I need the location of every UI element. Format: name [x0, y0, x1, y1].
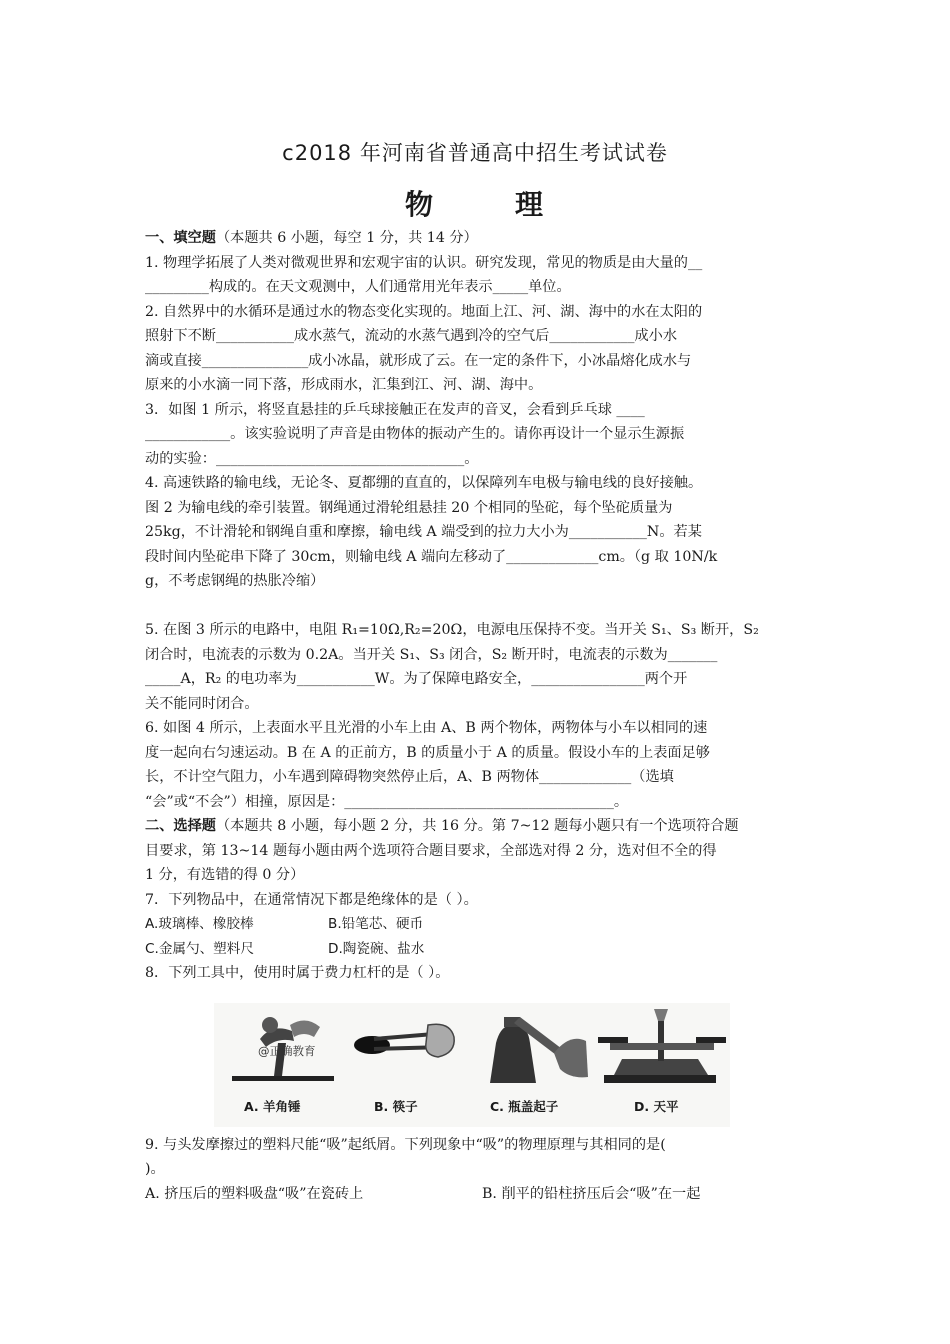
question-7-options-row	[145, 937, 810, 962]
question-7-stem: 7．下列物品中，在通常情况下都是绝缘体的是（ ）。	[145, 891, 478, 908]
option-a: A. 挤压后的塑料吸盘“吸”在瓷砖上	[145, 1185, 364, 1202]
subject-char-2: 理	[515, 188, 546, 221]
question-4-line: 图 2 为输电线的牵引装置。钢绳通过滑轮组悬挂 20 个相同的坠砣，每个坠砣质量为	[145, 499, 673, 516]
exam-title: c2018 年河南省普通高中招生考试试卷	[282, 141, 668, 165]
section-2-note: 目要求，第 13~14 题每小题由两个选项符合题目要求，全部选对得 2 分，选对但不全的得	[145, 842, 717, 859]
question-5-line: _____A，R₂ 的电功率为___________W。为了保障电路安全，________________两个开	[145, 671, 688, 687]
question-1-line: _________构成的。在天文观测中，人们通常用光年表示_____单位。	[145, 279, 571, 295]
option-d: D.陶瓷碗、盐水	[328, 940, 425, 957]
question-5-line: 闭合时，电流表的示数为 0.2A。当开关 S₁、S₃ 闭合，S₂ 断开时，电流表的示数为_______	[145, 646, 718, 663]
option-c: C.金属勺、塑料尺	[145, 940, 254, 957]
question-6-line: 6. 如图 4 所示，上表面水平且光滑的小车上由 A、B 两个物体，两物体与小车以相同的速	[145, 720, 708, 736]
figure-watermark: @正确教育	[258, 1044, 316, 1058]
question-4-line: 25kg，不计滑轮和钢绳自重和摩擦，输电线 A 端受到的拉力大小为___________N。若某	[145, 524, 702, 540]
subject-char-1: 物	[404, 188, 435, 221]
question-6-line: “会”或“不会”）相撞，原因是：______________________________________。	[145, 793, 629, 810]
option-a: A.玻璃棒、橡胶棒	[145, 916, 254, 932]
question-8-stem: 8．下列工具中，使用时属于费力杠杆的是（ ）。	[145, 965, 450, 981]
question-2-line: 原来的小水滴一同下落，形成雨水，汇集到江、河、湖、海中。	[145, 377, 543, 393]
subject-heading	[0, 183, 950, 223]
figure-label-d: D. 天平	[634, 1099, 679, 1114]
question-2-line: 照射下不断___________成水蒸气，流动的水蒸气遇到冷的空气后____________成小水	[145, 328, 678, 344]
option-b: B. 削平的铅柱挤压后会“吸”在一起	[482, 1185, 701, 1202]
question-9-stem: )。	[145, 1161, 165, 1177]
question-1-line: 1. 物理学拓展了人类对微观世界和宏观宇宙的认识。研究发现，常见的物质是由大量的__	[145, 254, 703, 271]
question-2-line: 2. 自然界中的水循环是通过水的物态变化实现的。地面上江、河、湖、海中的水在太阳的	[145, 303, 703, 320]
question-6-line: 长，不计空气阻力，小车遇到障碍物突然停止后，A、B 两物体_____________（选填	[145, 769, 674, 785]
question-4-line: 段时间内坠砣串下降了 30cm，则输电线 A 端向左移动了_____________cm。（g 取 10N/k	[145, 548, 718, 565]
figure-label-a: A. 羊角锤	[244, 1099, 301, 1114]
figure-label-c: C. 瓶盖起子	[490, 1099, 559, 1114]
question-3-line: 3．如图 1 所示，将竖直悬挂的乒乓球接触正在发声的音叉，会看到乒乓球 ____	[145, 401, 645, 418]
question-7-options-row	[145, 912, 810, 937]
question-4-line: g，不考虑钢绳的热胀冷缩）	[145, 573, 325, 589]
question-9-stem: 9. 与头发摩擦过的塑料尺能“吸”起纸屑。下列现象中“吸”的物理原理与其相同的是(	[145, 1136, 666, 1153]
figure-label-b: B. 筷子	[374, 1099, 418, 1114]
question-3-line: ____________。该实验说明了声音是由物体的振动产生的。请你再设计一个显示生源振	[145, 426, 685, 442]
question-3-line: 动的实验：___________________________________。	[145, 450, 479, 467]
section-2-note: 1 分，有选错的得 0 分）	[145, 867, 305, 883]
question-5-line: 关不能同时闭合。	[145, 695, 259, 712]
option-b: B.铅笔芯、硬币	[328, 916, 424, 932]
question-8-figure	[214, 1003, 730, 1127]
section-2-heading: 二、选择题（本题共 8 小题，每小题 2 分，共 16 分。第 7~12 题每小题只有一个选项符合题	[145, 818, 739, 834]
section-1-heading: 一、填空题（本题共 6 小题，每空 1 分，共 14 分）	[145, 230, 478, 246]
question-6-line: 度一起向右匀速运动。B 在 A 的正前方，B 的质量小于 A 的质量。假设小车的上表面足够	[145, 744, 710, 761]
question-2-line: 滴或直接_______________成小冰晶，就形成了云。在一定的条件下，小冰晶熔化成水与	[145, 352, 692, 369]
question-4-line: 4. 高速铁路的输电线，无论冬、夏都绷的直直的，以保障列车电极与输电线的良好接触。	[145, 475, 703, 491]
question-9-options-row	[145, 1182, 810, 1207]
question-5-line: 5. 在图 3 所示的电路中，电阻 R₁=10Ω,R₂=20Ω，电源电压保持不变。当开关 S₁、S₃ 断开，S₂	[145, 622, 759, 638]
